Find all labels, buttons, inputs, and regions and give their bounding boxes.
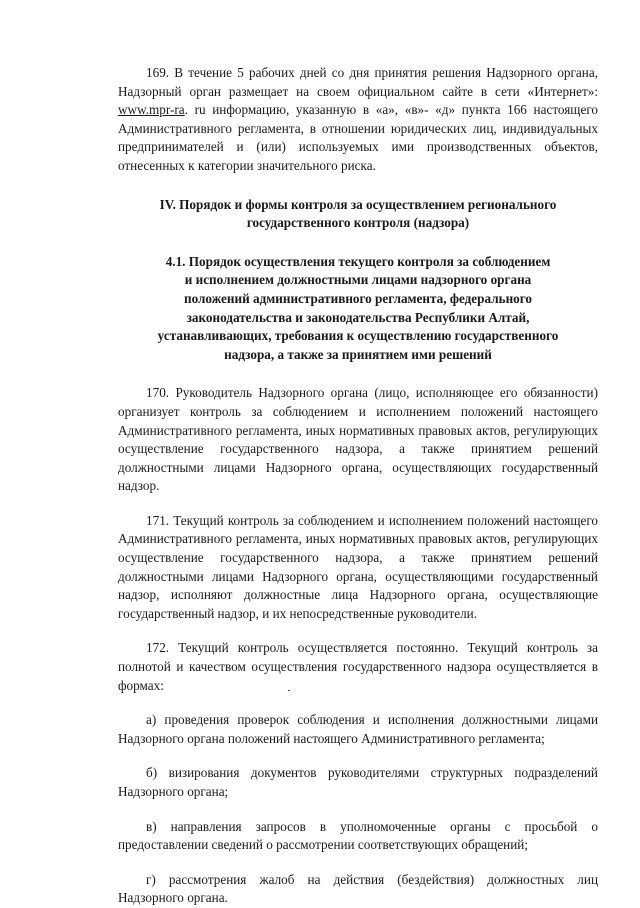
- paragraph-171: 171. Текущий контроль за соблюдением и исполнением положений настоящего Административного регламента, иных нормативных правовых актов, регулирующих осуществление государственного надзора, а также принятием решений должностными лицами Надзорного органа, осуществляющими государственный надзор, исполняют должностные лица Надзорного органа, осуществляющие государственный надзор, и их непосредственные руководители.: [118, 512, 598, 621]
- list-item-a: а) проведения проверок соблюдения и исполнения должностными лицами Надзорного органа положений настоящего Административного регламента;: [118, 712, 598, 746]
- section-4-1-heading-line2: и исполнением должностными лицами надзорного органа: [184, 272, 532, 288]
- section-4-1-heading: [118, 253, 598, 365]
- section-4-1-heading-line1: 4.1. Порядок осуществления текущего контроля за соблюдением: [165, 253, 551, 269]
- section-4-1-heading-line4: законодательства и законодательства Республики Алтай,: [186, 309, 530, 325]
- section-4-1-heading-line3: положений административного регламента, федерального: [183, 290, 533, 306]
- paragraph-169-tail: . ru информацию, указанную в «а», «в»- «д» пункта 166 настоящего Административного регламента, в отношении юридических лиц, индивидуальных предпринимателей и (или) используемых ими производственных объектов, отнесенных к категории значительного риска.: [118, 102, 598, 173]
- scan-artifact-dot: [288, 690, 290, 691]
- paragraph-172: 172. Текущий контроль осуществляется постоянно. Текущий контроль за полнотой и качеством осуществления государственного надзора осуществляется в формах:: [118, 640, 598, 693]
- list-item-c: в) направления запросов в уполномоченные органы с просьбой о предоставлении сведений о рассмотрении соответствующих обращений;: [118, 818, 598, 853]
- section-4-heading: [118, 196, 598, 233]
- paragraph-170: 170. Руководитель Надзорного органа (лицо, исполняющее его обязанности) организует контроль за соблюдением и исполнением положений настоящего Административного регламента, иных нормативных правовых актов, регулирующих осуществление государственного надзора, а также принятием решений должностными лицами Надзорного органа, осуществляющих государственный надзор.: [118, 385, 598, 494]
- paragraph-169-lead: 169. В течение 5 рабочих дней со дня принятия решения Надзорного органа, Надзорный орган размещает на своем официальном сайте в сети «Интернет»:: [118, 65, 598, 99]
- paragraph-169: [118, 64, 598, 176]
- website-link[interactable]: www.mpr-ra: [118, 102, 185, 118]
- section-4-heading-line1: IV. Порядок и формы контроля за осуществлением регионального: [159, 196, 557, 212]
- section-4-heading-line2: государственного контроля (надзора): [246, 215, 470, 231]
- list-item-d: г) рассмотрения жалоб на действия (бездействия) должностных лиц Надзорного органа.: [118, 871, 598, 906]
- section-4-1-heading-line5: устанавливающих, требования к осуществлению государственного: [157, 328, 559, 344]
- list-item-b: б) визирования документов руководителями структурных подразделений Надзорного органа;: [118, 765, 598, 799]
- section-4-1-heading-line6: надзора, а также за принятием ими решений: [224, 346, 492, 362]
- document-page: [118, 64, 598, 908]
